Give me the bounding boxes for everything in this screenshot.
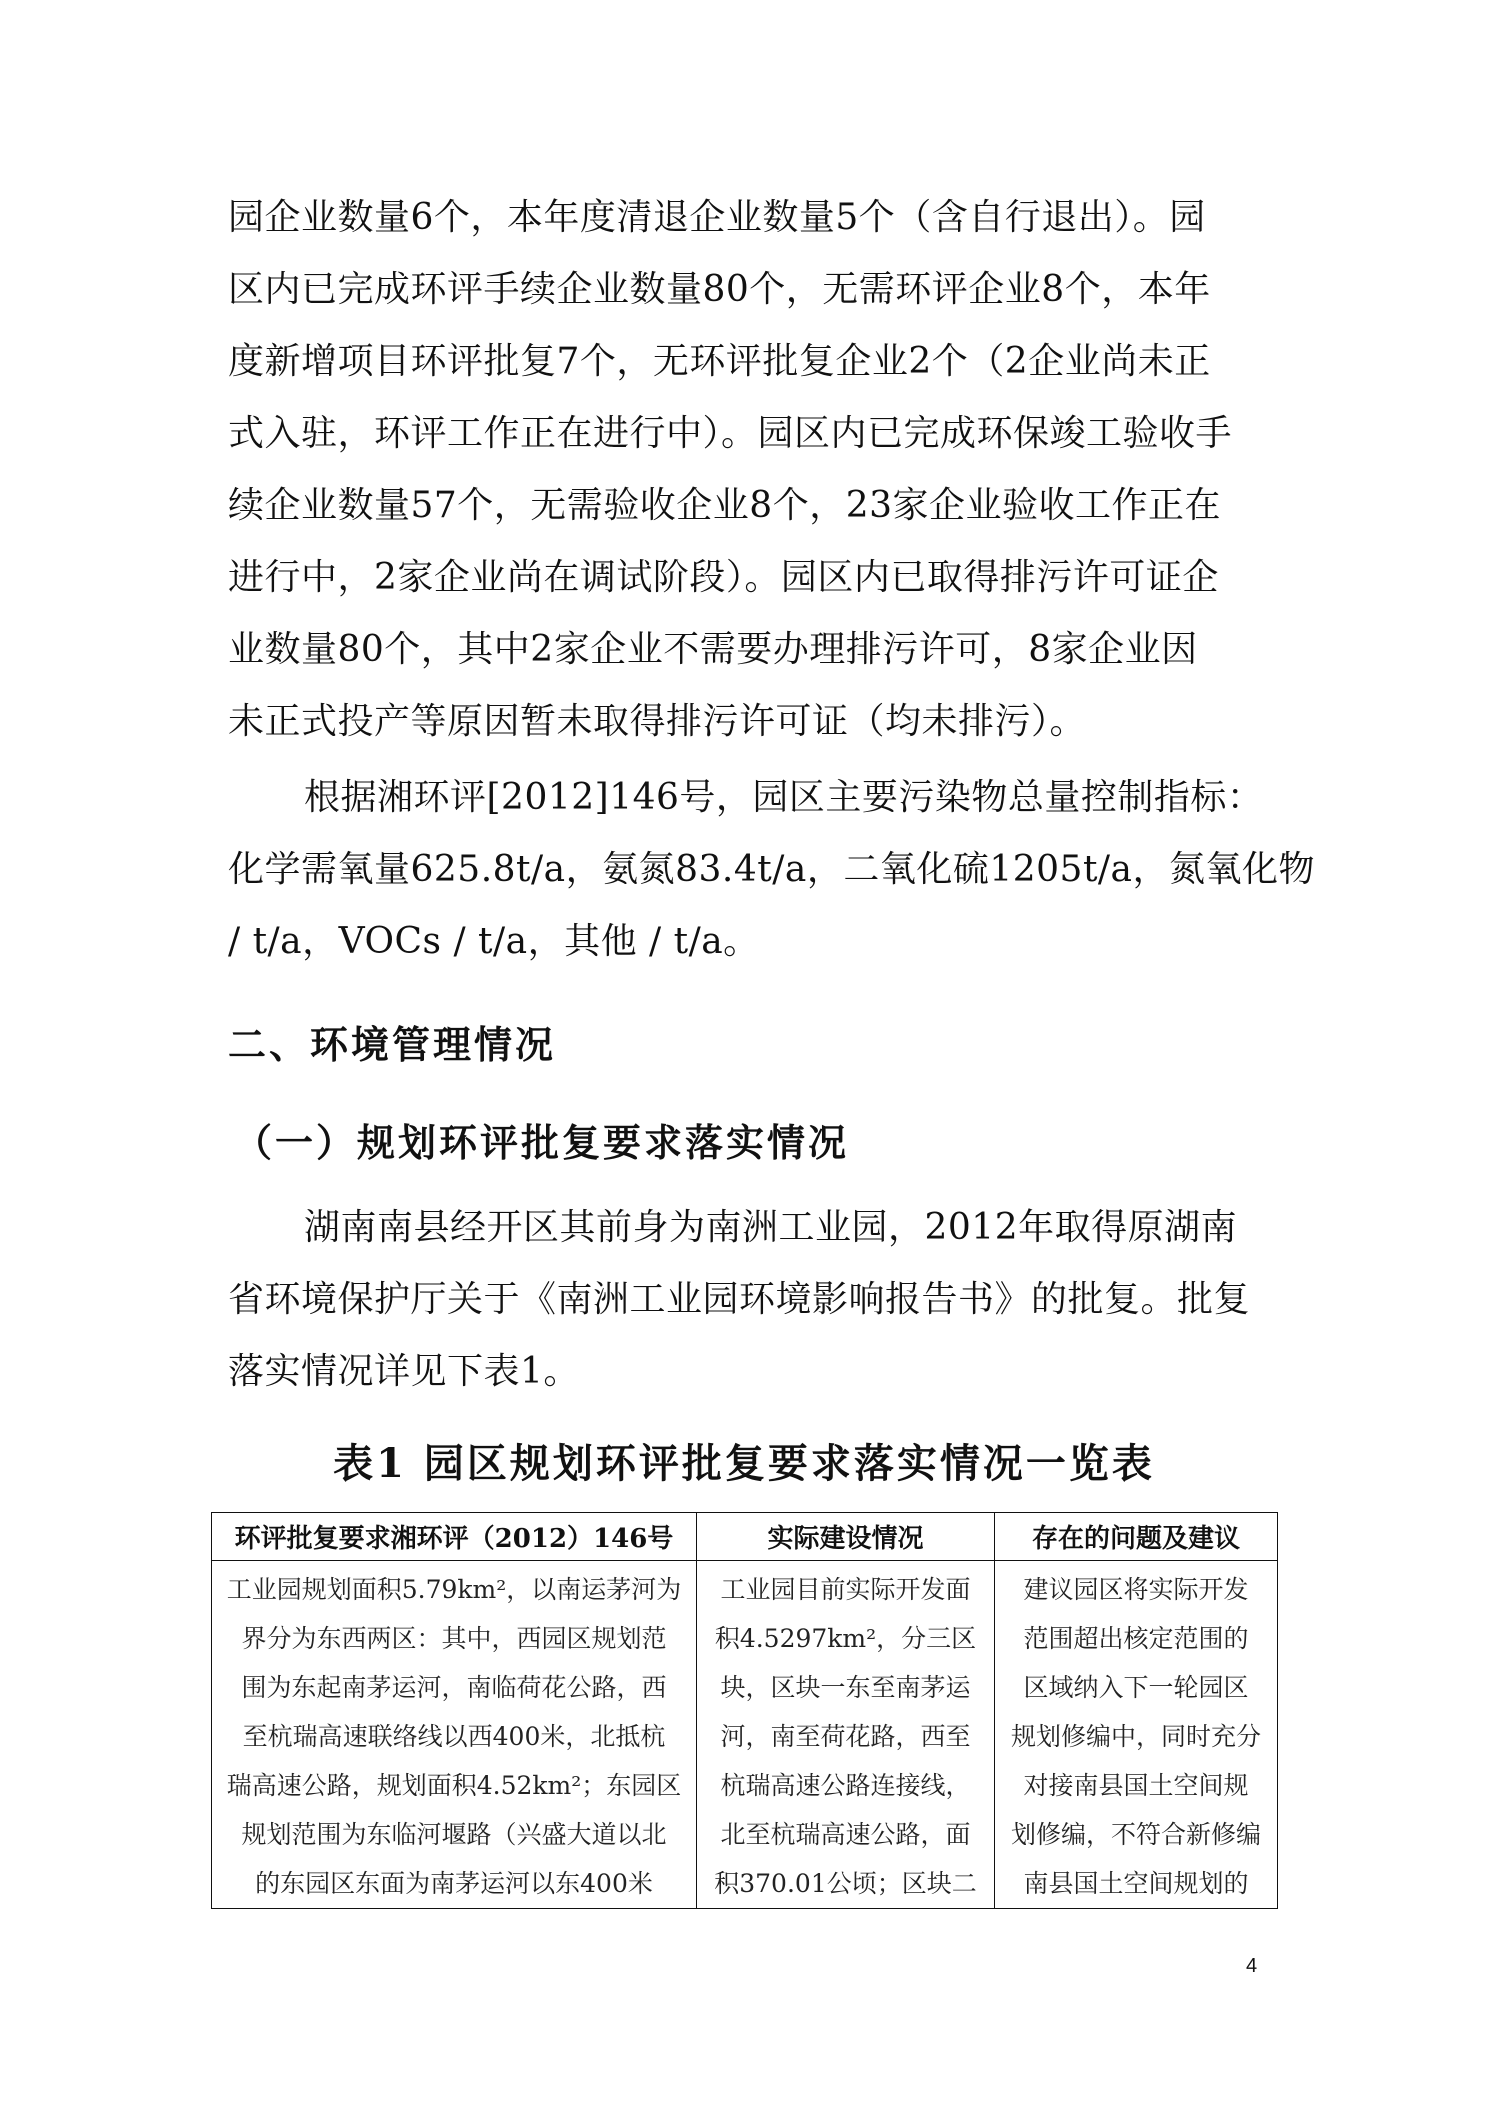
approval-requirements-table <box>211 1512 1278 1909</box>
text-line: 度新增项目环评批复7个，无环评批复企业2个（2企业尚未正 <box>228 341 1211 382</box>
text-line: 业数量80个，其中2家企业不需要办理排污许可，8家企业因 <box>228 629 1198 670</box>
cell-line: 建议园区将实际开发 <box>1023 1575 1249 1604</box>
column-header-actual-construction: 实际建设情况 <box>697 1513 995 1561</box>
cell-line: 范围超出核定范围的 <box>1023 1624 1249 1653</box>
cell-line: 至杭瑞高速联络线以西400米，北抵杭 <box>242 1722 666 1751</box>
cell-line: 杭瑞高速公路连接线， <box>720 1771 971 1800</box>
table-header-row <box>212 1513 1278 1561</box>
column-header-requirements: 环评批复要求湘环评（2012）146号 <box>212 1513 697 1561</box>
text-line: 根据湘环评[2012]146号，园区主要污染物总量控制指标： <box>304 777 1264 818</box>
cell-line: 北至杭瑞高速公路，面 <box>720 1820 971 1849</box>
text-line: 湖南南县经开区其前身为南洲工业园，2012年取得原湖南 <box>304 1207 1238 1248</box>
cell-issues-suggestions <box>995 1561 1278 1909</box>
cell-line: 规划范围为东临河堰路（兴盛大道以北 <box>241 1820 667 1849</box>
cell-line: 划修编，不符合新修编 <box>1010 1820 1261 1849</box>
cell-line: 河，南至荷花路，西至 <box>720 1722 971 1751</box>
cell-line: 区域纳入下一轮园区 <box>1023 1673 1249 1702</box>
text-line: 续企业数量57个，无需验收企业8个，23家企业验收工作正在 <box>228 485 1222 526</box>
text-line: 区内已完成环评手续企业数量80个，无需环评企业8个，本年 <box>228 269 1211 310</box>
cell-actual-construction <box>697 1561 995 1909</box>
cell-requirements <box>212 1561 697 1909</box>
cell-line: 积4.5297km²，分三区 <box>714 1624 977 1653</box>
cell-line: 瑞高速公路，规划面积4.52km²；东园区 <box>226 1771 682 1800</box>
cell-line: 工业园目前实际开发面 <box>720 1575 971 1604</box>
cell-line: 对接南县国土空间规 <box>1023 1771 1249 1800</box>
text-line: 化学需氧量625.8t/a，氨氮83.4t/a，二氧化硫1205t/a，氮氧化物 <box>228 849 1316 890</box>
cell-line: 工业园规划面积5.79km²，以南运茅河为 <box>226 1575 682 1604</box>
text-line: 进行中，2家企业尚在调试阶段）。园区内已取得排污许可证企 <box>228 557 1219 598</box>
cell-line: 围为东起南茅运河，南临荷花公路，西 <box>241 1673 667 1702</box>
subsection-heading: （一）规划环评批复要求落实情况 <box>234 1120 850 1165</box>
page-number: 4 <box>1246 1955 1258 1977</box>
paragraph-pollutant-limits <box>228 762 1316 978</box>
cell-line: 块，区块一东至南茅运 <box>720 1673 971 1702</box>
cell-line: 界分为东西两区：其中，西园区规划范 <box>241 1624 667 1653</box>
table-row <box>212 1561 1278 1909</box>
table-title: 表1 园区规划环评批复要求落实情况一览表 <box>333 1440 1155 1487</box>
cell-line: 积370.01公顷；区块二 <box>714 1869 977 1898</box>
text-line: 园企业数量6个，本年度清退企业数量5个（含自行退出）。园 <box>228 197 1206 238</box>
text-line: 省环境保护厅关于《南洲工业园环境影响报告书》的批复。批复 <box>228 1279 1251 1320</box>
text-line: 未正式投产等原因暂未取得排污许可证（均未排污）。 <box>228 701 1087 742</box>
text-line: 落实情况详见下表1。 <box>228 1351 580 1392</box>
cell-line: 的东园区东面为南茅运河以东400米 <box>255 1869 653 1898</box>
cell-line: 南县国土空间规划的 <box>1023 1869 1249 1898</box>
cell-line: 规划修编中，同时充分 <box>1010 1722 1261 1751</box>
text-line: / t/a，VOCs / t/a，其他 / t/a。 <box>228 921 760 962</box>
column-header-issues-suggestions: 存在的问题及建议 <box>995 1513 1278 1561</box>
section-heading: 二、环境管理情况 <box>228 1022 557 1067</box>
paragraph-approval-intro <box>228 1192 1260 1408</box>
text-line: 式入驻，环评工作正在进行中）。园区内已完成环保竣工验收手 <box>228 413 1233 454</box>
paragraph-enterprise-stats <box>228 182 1260 758</box>
